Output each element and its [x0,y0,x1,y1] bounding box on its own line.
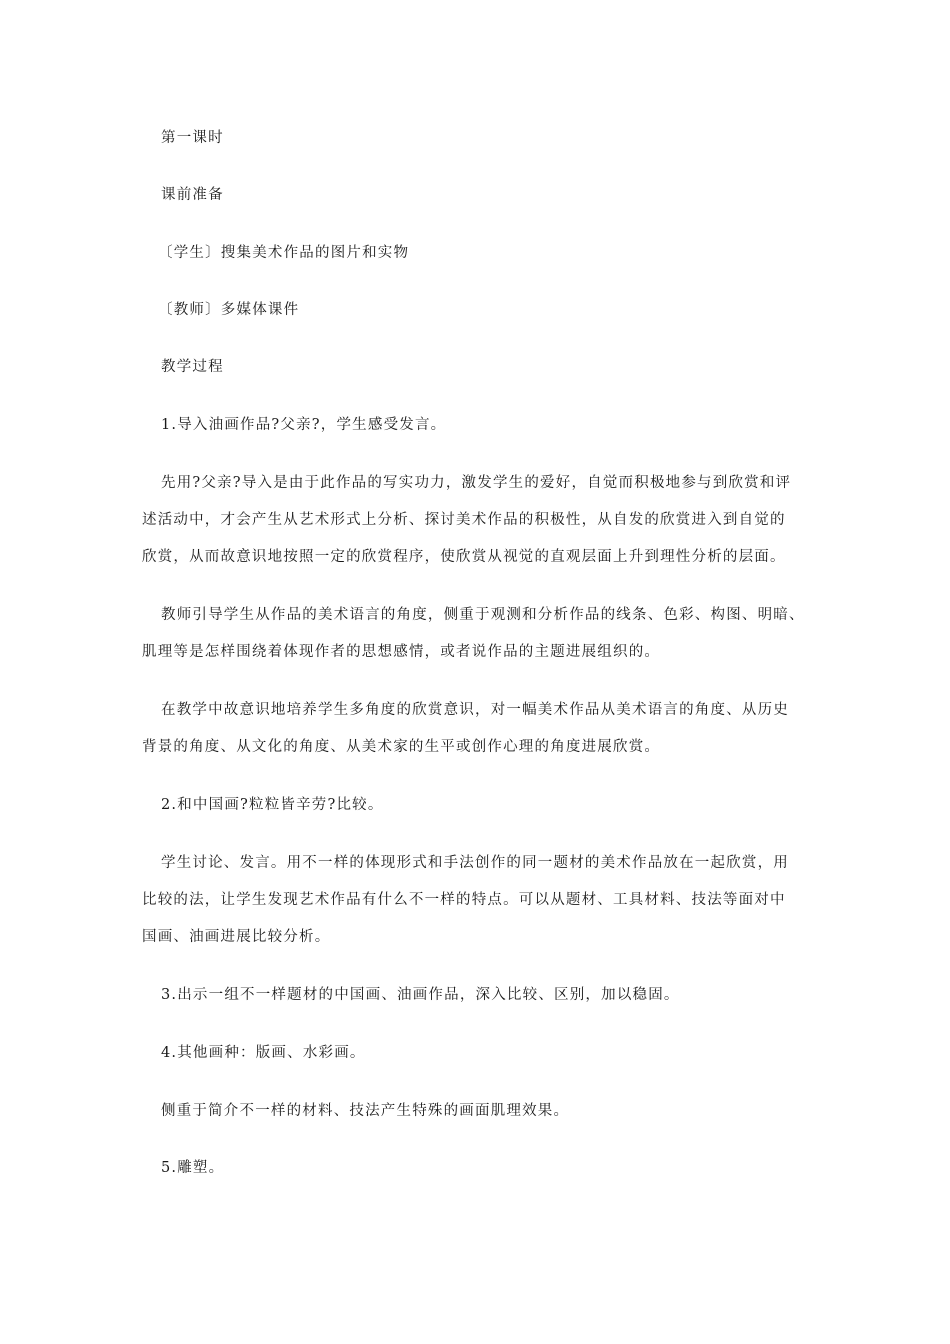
paragraph-2-line-2: 肌理等是怎样围绕着体现作者的思想感情，或者说作品的主题进展组织的。 [142,644,661,660]
step-1: 1.导入油画作品?父亲?，学生感受发言。 [161,417,447,433]
step-5: 5.雕塑。 [161,1160,225,1176]
paragraph-4-line-3: 国画、油画进展比较分析。 [142,929,331,945]
prep-teacher-line: 〔教师〕多媒体课件 [158,302,300,318]
paragraph-1-line-3: 欣赏，从而故意识地按照一定的欣赏程序，使欣赏从视觉的直观层面上升到理性分析的层面。 [142,549,786,565]
paragraph-5: 侧重于简介不一样的材料、技法产生特殊的画面肌理效果。 [161,1103,570,1119]
paragraph-3-line-2: 背景的角度、从文化的角度、从美术家的生平或创作心理的角度进展欣赏。 [142,739,661,755]
paragraph-3-line-1: 在教学中故意识地培养学生多角度的欣赏意识，对一幅美术作品从美术语言的角度、从历史 [161,702,789,718]
prep-student-line: 〔学生〕搜集美术作品的图片和实物 [158,245,410,261]
step-4: 4.其他画种：版画、水彩画。 [161,1045,366,1061]
paragraph-1-line-1: 先用?父亲?导入是由于此作品的写实功力，激发学生的爱好，自觉而积极地参与到欣赏和评 [161,475,792,491]
paragraph-4-line-2: 比较的法，让学生发现艺术作品有什么不一样的特点。可以从题材、工具材料、技法等面对中 [142,892,786,908]
paragraph-2-line-1: 教师引导学生从作品的美术语言的角度，侧重于观测和分析作品的线条、色彩、构图、明暗、 [161,607,805,623]
lesson-heading: 第一课时 [161,130,224,146]
paragraph-4-line-1: 学生讨论、发言。用不一样的体现形式和手法创作的同一题材的美术作品放在一起欣赏，用 [161,855,789,871]
step-3: 3.出示一组不一样题材的中国画、油画作品，深入比较、区别，加以稳固。 [161,987,680,1003]
step-2: 2.和中国画?粒粒皆辛劳?比较。 [161,797,384,813]
prep-heading: 课前准备 [161,187,224,203]
paragraph-1-line-2: 述活动中，才会产生从艺术形式上分析、探讨美术作品的积极性，从自发的欣赏进入到自觉的 [142,512,786,528]
process-heading: 教学过程 [161,359,224,375]
